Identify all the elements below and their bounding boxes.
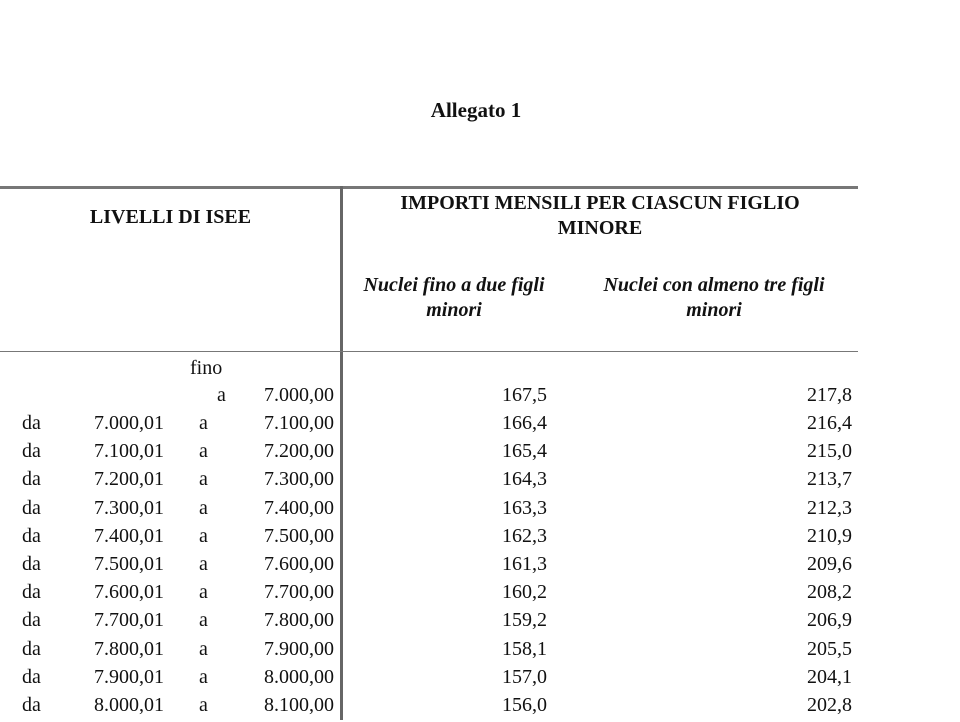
table-row bbox=[0, 468, 960, 496]
header-monthly-amounts-line2: MINORE bbox=[557, 217, 643, 239]
header-monthly-amounts-line1: IMPORTI MENSILI PER CIASCUN FIGLIO bbox=[400, 192, 800, 214]
cell-da: da bbox=[22, 694, 41, 716]
cell-amount-up-to-two: 158,1 bbox=[502, 638, 547, 660]
cell-to: 7.100,00 bbox=[264, 412, 334, 434]
cell-amount-three-plus: 216,4 bbox=[807, 412, 852, 434]
cell-amount-three-plus: 209,6 bbox=[807, 553, 852, 575]
cell-to: 7.900,00 bbox=[264, 638, 334, 660]
cell-from: 7.800,01 bbox=[94, 638, 164, 660]
cell-to: 7.800,00 bbox=[264, 609, 334, 631]
cell-a: a bbox=[199, 581, 208, 603]
subheader-three-or-more-children bbox=[580, 273, 848, 323]
cell-amount-three-plus: 215,0 bbox=[807, 440, 852, 462]
cell-from: 7.600,01 bbox=[94, 581, 164, 603]
cell-da: da bbox=[22, 412, 41, 434]
header-monthly-amounts bbox=[345, 191, 855, 241]
document-title: Allegato 1 bbox=[430, 98, 522, 122]
cell-amount-up-to-two: 156,0 bbox=[502, 694, 547, 716]
cell-amount-up-to-two: 167,5 bbox=[502, 384, 547, 406]
cell-a: a bbox=[199, 468, 208, 490]
table-row bbox=[0, 553, 960, 581]
cell-amount-three-plus: 202,8 bbox=[807, 694, 852, 716]
subheader-2-line2: minori bbox=[686, 299, 742, 321]
cell-amount-up-to-two: 161,3 bbox=[502, 553, 547, 575]
cell-da: da bbox=[22, 525, 41, 547]
cell-da: da bbox=[22, 440, 41, 462]
cell-to: 7.300,00 bbox=[264, 468, 334, 490]
cell-da: da bbox=[22, 638, 41, 660]
table-top-rule bbox=[0, 186, 858, 189]
cell-to: 7.400,00 bbox=[264, 497, 334, 519]
cell-to: 7.000,00 bbox=[264, 384, 334, 406]
cell-from: 7.700,01 bbox=[94, 609, 164, 631]
table-row bbox=[0, 666, 960, 694]
cell-amount-three-plus: 206,9 bbox=[807, 609, 852, 631]
cell-a: a bbox=[199, 666, 208, 688]
cell-a: a bbox=[217, 384, 226, 406]
table-row bbox=[0, 581, 960, 609]
subheader-1-line1: Nuclei fino a due figli bbox=[363, 274, 545, 296]
cell-amount-three-plus: 204,1 bbox=[807, 666, 852, 688]
table-row bbox=[0, 412, 960, 440]
cell-amount-three-plus: 208,2 bbox=[807, 581, 852, 603]
cell-a: a bbox=[199, 694, 208, 716]
table-row bbox=[0, 525, 960, 553]
cell-a: a bbox=[199, 497, 208, 519]
cell-amount-three-plus: 205,5 bbox=[807, 638, 852, 660]
cell-from: 7.500,01 bbox=[94, 553, 164, 575]
cell-da: da bbox=[22, 468, 41, 490]
cell-from: 7.900,01 bbox=[94, 666, 164, 688]
cell-a: a bbox=[199, 609, 208, 631]
cell-da: da bbox=[22, 666, 41, 688]
table-row bbox=[0, 694, 960, 722]
cell-amount-up-to-two: 165,4 bbox=[502, 440, 547, 462]
subheader-up-to-two-children bbox=[344, 273, 564, 323]
table-row bbox=[0, 440, 960, 468]
table-row bbox=[0, 609, 960, 637]
cell-amount-three-plus: 210,9 bbox=[807, 525, 852, 547]
cell-amount-up-to-two: 164,3 bbox=[502, 468, 547, 490]
cell-amount-up-to-two: 160,2 bbox=[502, 581, 547, 603]
cell-a: a bbox=[199, 525, 208, 547]
cell-amount-up-to-two: 157,0 bbox=[502, 666, 547, 688]
cell-to: 8.000,00 bbox=[264, 666, 334, 688]
header-isee-levels: LIVELLI DI ISEE bbox=[89, 206, 252, 228]
cell-to: 7.500,00 bbox=[264, 525, 334, 547]
cell-amount-up-to-two: 163,3 bbox=[502, 497, 547, 519]
cell-a: a bbox=[199, 440, 208, 462]
cell-amount-up-to-two: 162,3 bbox=[502, 525, 547, 547]
cell-amount-up-to-two: 166,4 bbox=[502, 412, 547, 434]
cell-from: 7.200,01 bbox=[94, 468, 164, 490]
cell-a: a bbox=[199, 553, 208, 575]
cell-from: 7.400,01 bbox=[94, 525, 164, 547]
cell-a: a bbox=[199, 412, 208, 434]
cell-to: 8.100,00 bbox=[264, 694, 334, 716]
cell-amount-three-plus: 212,3 bbox=[807, 497, 852, 519]
subheader-2-line1: Nuclei con almeno tre figli bbox=[603, 274, 825, 296]
cell-a: a bbox=[199, 638, 208, 660]
cell-amount-three-plus: 217,8 bbox=[807, 384, 852, 406]
cell-from: 7.000,01 bbox=[94, 412, 164, 434]
cell-da: da bbox=[22, 497, 41, 519]
header-bottom-rule bbox=[0, 351, 858, 352]
cell-amount-three-plus: 213,7 bbox=[807, 468, 852, 490]
cell-from: 7.300,01 bbox=[94, 497, 164, 519]
subheader-1-line2: minori bbox=[426, 299, 482, 321]
table-row bbox=[0, 497, 960, 525]
cell-to: 7.200,00 bbox=[264, 440, 334, 462]
cell-da: da bbox=[22, 553, 41, 575]
table-row bbox=[0, 638, 960, 666]
cell-da: da bbox=[22, 581, 41, 603]
cell-from: 8.000,01 bbox=[94, 694, 164, 716]
cell-da: da bbox=[22, 609, 41, 631]
cell-to: 7.700,00 bbox=[264, 581, 334, 603]
cell-to: 7.600,00 bbox=[264, 553, 334, 575]
table-row-first bbox=[0, 384, 960, 412]
cell-from: 7.100,01 bbox=[94, 440, 164, 462]
first-row-fino-label: fino bbox=[190, 357, 223, 379]
cell-amount-up-to-two: 159,2 bbox=[502, 609, 547, 631]
